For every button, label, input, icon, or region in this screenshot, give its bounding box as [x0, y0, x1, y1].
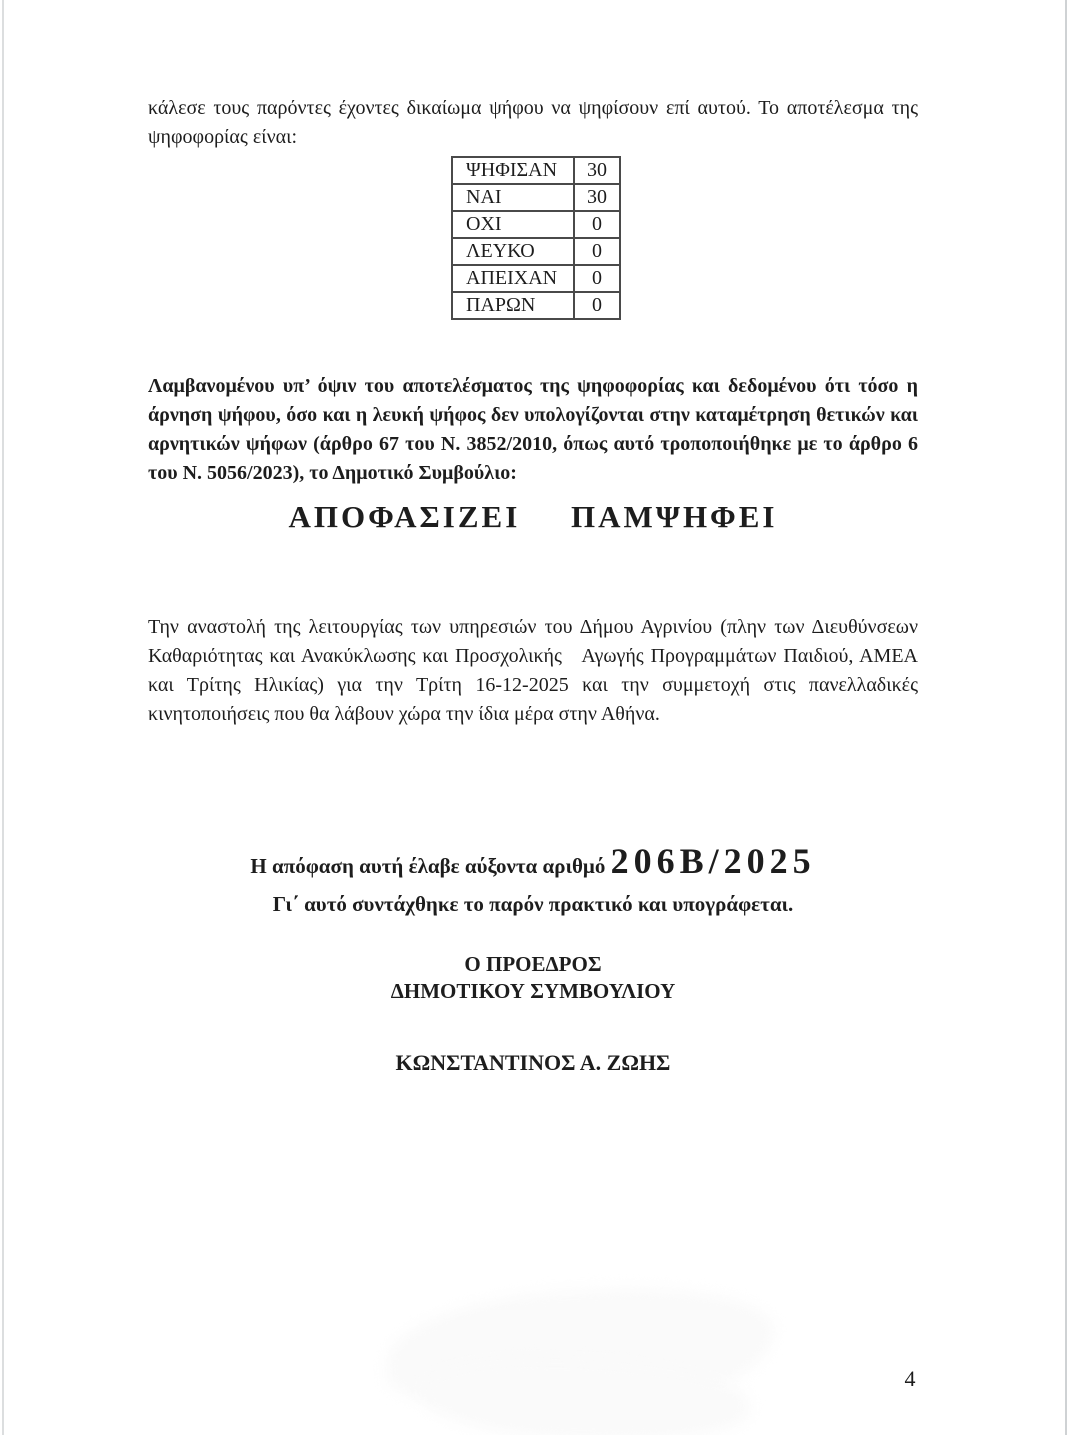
- vote-row-label: ΛΕΥΚΟ: [452, 238, 574, 265]
- vote-row-label: ΨΗΦΙΣΑΝ: [452, 157, 574, 184]
- signer-title-line2: ΔΗΜΟΤΙΚΟΥ ΣΥΜΒΟΥΛΙΟΥ: [390, 979, 676, 1003]
- scan-edge-right: [1065, 0, 1067, 1435]
- signature-block: [148, 951, 918, 1005]
- signer-title-line1: Ο ΠΡΟΕΔΡΟΣ: [464, 952, 602, 976]
- table-row: [452, 292, 620, 319]
- vote-row-label: ΑΠΕΙΧΑΝ: [452, 265, 574, 292]
- table-row: [452, 238, 620, 265]
- vote-row-value: 30: [574, 157, 620, 184]
- vote-results-table: [451, 156, 621, 320]
- page-number: 4: [904, 1366, 916, 1391]
- vote-row-value: 0: [574, 265, 620, 292]
- decision-number: 206Β/2025: [610, 841, 816, 881]
- vote-row-label: ΟΧΙ: [452, 211, 574, 238]
- scan-edge-left: [2, 0, 4, 1435]
- vote-row-value: 0: [574, 292, 620, 319]
- considering-paragraph: Λαμβανομένου υπ’ όψιν του αποτελέσματος της ψηφοφορίας και δεδομένου ότι τόσο η άρνηση ψήφου, όσο και η λευκή ψήφος δεν υπολογίζονται στην καταμέτρηση θετικών και αρνητικών ψήφων (άρθρο 67 του Ν. 3852/2010, όπως αυτό τροποποιήθηκε με το άρθρο 6 του Ν. 5056/2023), το Δημοτικό Συμβούλιο:: [148, 375, 918, 484]
- vote-row-value: 0: [574, 238, 620, 265]
- table-row: [452, 265, 620, 292]
- table-row: [452, 184, 620, 211]
- intro-paragraph: κάλεσε τους παρόντες έχοντες δικαίωμα ψήφου να ψηφίσουν επί αυτού. Το αποτέλεσμα της ψηφοφορίας είναι:: [148, 97, 918, 148]
- decision-number-line: [148, 838, 918, 889]
- signer-name: ΚΩΝΣΤΑΝΤΙΝΟΣ Α. ΖΩΗΣ: [395, 1050, 671, 1075]
- record-line: Γι΄ αυτό συντάχθηκε το παρόν πρακτικό και υπογράφεται.: [272, 892, 794, 916]
- vote-row-value: 30: [574, 184, 620, 211]
- closing-block: [148, 838, 918, 919]
- vote-row-label: ΠΑΡΩΝ: [452, 292, 574, 319]
- decision-number-prefix: Η απόφαση αυτή έλαβε αύξοντα αριθμό: [250, 854, 611, 878]
- vote-row-label: ΝΑΙ: [452, 184, 574, 211]
- vote-row-value: 0: [574, 211, 620, 238]
- decision-paragraph: Την αναστολή της λειτουργίας των υπηρεσιών του Δήμου Αγρινίου (πλην των Διευθύνσεων Καθαριότητας και Ανακύκλωσης και Προσχολικής Αγωγής Προγραμμάτων Παιδιού, ΑΜΕΑ και Τρίτης Ηλικίας) για την Τρίτη 16-12-2025 και την συμμετοχή στις πανελλαδικές κινητοποιήσεις που θα λάβουν χώρα την ίδια μέρα στην Αθήνα.: [148, 616, 918, 725]
- table-row: [452, 157, 620, 184]
- decision-heading: ΑΠΟΦΑΣΙΖΕΙ ΠΑΜΨΗΦΕΙ: [288, 499, 778, 534]
- table-row: [452, 211, 620, 238]
